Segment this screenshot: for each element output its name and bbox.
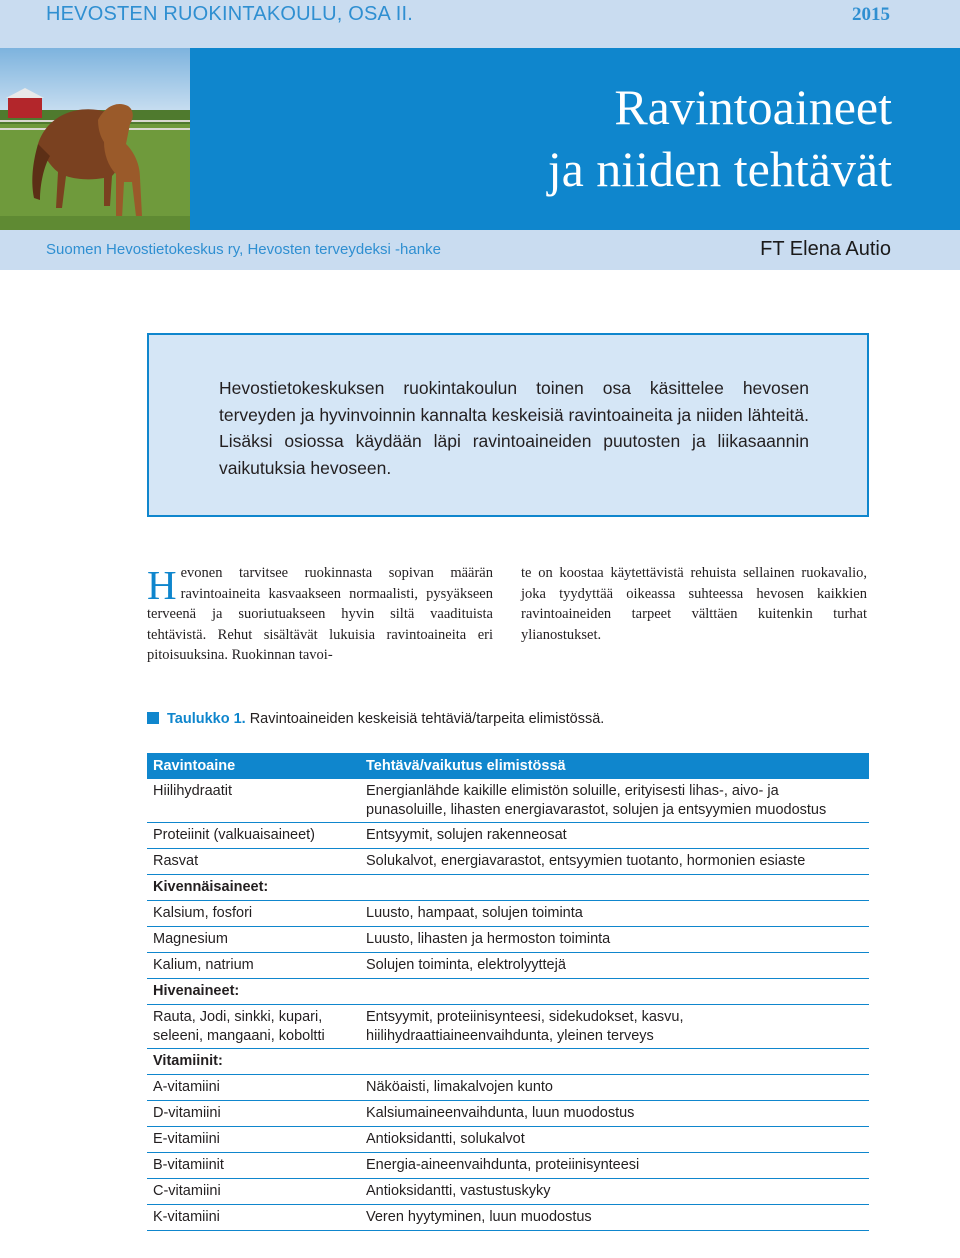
nutrient-cell: A-vitamiini	[147, 1075, 360, 1101]
table-row	[147, 779, 869, 823]
drop-cap: H	[147, 562, 177, 608]
table-row	[147, 1205, 869, 1231]
series-title: HEVOSTEN RUOKINTAKOULU, OSA II.	[46, 3, 414, 25]
title-line-2: ja niiden tehtävät	[547, 141, 892, 197]
body-text-right: te on koostaa käytettävistä rehuista sellainen ruokavalio, joka tyydyttää oikeassa suhteessa hevosen kaikkien ravintoaineiden tarpeet välttäen kuitenkin turhat ylianostukset.	[521, 565, 867, 643]
nutrient-cell: Rauta, Jodi, sinkki, kupari, seleeni, mangaani, koboltti	[147, 1005, 360, 1049]
nutrient-cell: Proteiinit (valkuaisaineet)	[147, 823, 360, 849]
body-text-left: evonen tarvitsee ruokinnasta sopivan määrän ravintoaineita kasvaakseen normaalisti, pysyäkseen terveenä ja suoriutuakseen hyvin siltä vaadituista tehtävistä. Rehut sisältävät lukuisia ravintoaineita eri pitoisuuksina. Ruokinnan tavoi-	[147, 565, 493, 663]
table-header-row	[147, 753, 869, 779]
table-row	[147, 953, 869, 979]
role-cell: Veren hyytyminen, luun muodostus	[360, 1205, 869, 1231]
nutrient-table	[147, 753, 869, 1231]
body-column-right	[521, 563, 867, 645]
table-caption	[147, 711, 604, 727]
title-line-1: Ravintoaineet	[614, 79, 892, 135]
table-row	[147, 1153, 869, 1179]
nutrient-cell: K-vitamiini	[147, 1205, 360, 1231]
role-cell: Luusto, lihasten ja hermoston toiminta	[360, 927, 869, 953]
role-cell	[360, 875, 869, 901]
role-cell: Solukalvot, energiavarastot, entsyymien tuotanto, hormonien esiaste	[360, 849, 869, 875]
nutrient-cell: Rasvat	[147, 849, 360, 875]
table-header-nutrient: Ravintoaine	[147, 753, 360, 779]
table-row	[147, 823, 869, 849]
nutrient-cell: Magnesium	[147, 927, 360, 953]
nutrient-cell: Hiilihydraatit	[147, 779, 360, 823]
horse-photo	[0, 48, 190, 230]
table-row	[147, 1101, 869, 1127]
role-cell: Entsyymit, proteiinisynteesi, sidekudokset, kasvu, hiilihydraattiaineenvaihdunta, yleinen terveys	[360, 1005, 869, 1049]
caption-square-icon	[147, 712, 159, 724]
horse-photo-illustration	[0, 48, 190, 230]
role-cell: Entsyymit, solujen rakenneosat	[360, 823, 869, 849]
section-label: Hivenaineet:	[147, 979, 360, 1005]
nutrient-cell: C-vitamiini	[147, 1179, 360, 1205]
role-cell: Antioksidantti, vastustuskyky	[360, 1179, 869, 1205]
nutrient-cell: B-vitamiinit	[147, 1153, 360, 1179]
role-cell	[360, 1049, 869, 1075]
role-cell: Energianlähde kaikille elimistön soluille, erityisesti lihas-, aivo- ja punasoluille, lihasten energiavarastot, solujen ja entsyymien muodostus	[360, 779, 869, 823]
author: FT Elena Autio	[760, 238, 891, 260]
section-label: Vitamiinit:	[147, 1049, 360, 1075]
role-cell: Kalsiumaineenvaihdunta, luun muodostus	[360, 1101, 869, 1127]
caption-label: Taulukko 1.	[167, 711, 246, 727]
role-cell: Luusto, hampaat, solujen toiminta	[360, 901, 869, 927]
role-cell: Energia-aineenvaihdunta, proteiinisynteesi	[360, 1153, 869, 1179]
table-row	[147, 901, 869, 927]
table-row	[147, 1005, 869, 1049]
nutrient-cell: Kalium, natrium	[147, 953, 360, 979]
table-section-row	[147, 875, 869, 901]
caption-text: Ravintoaineiden keskeisiä tehtäviä/tarpeita elimistössä.	[249, 711, 605, 727]
table-row	[147, 849, 869, 875]
role-cell: Antioksidantti, solukalvot	[360, 1127, 869, 1153]
year-label: 2015	[852, 4, 890, 25]
table-row	[147, 1179, 869, 1205]
table-section-row	[147, 979, 869, 1005]
role-cell: Näköaisti, limakalvojen kunto	[360, 1075, 869, 1101]
role-cell	[360, 979, 869, 1005]
table-row	[147, 1127, 869, 1153]
table-section-row	[147, 1049, 869, 1075]
table-header-role: Tehtävä/vaikutus elimistössä	[360, 753, 869, 779]
nutrient-cell: Kalsium, fosfori	[147, 901, 360, 927]
role-cell: Solujen toiminta, elektrolyyttejä	[360, 953, 869, 979]
body-column-left	[147, 563, 493, 666]
document-title	[548, 76, 892, 200]
table-row	[147, 1075, 869, 1101]
nutrient-cell: D-vitamiini	[147, 1101, 360, 1127]
intro-text: Hevostietokeskuksen ruokintakoulun toinen osa käsittelee hevosen terveyden ja hyvinvoinnin kannalta keskeisiä ravintoaineita ja niiden lähteitä. Lisäksi osiossa käydään läpi ravintoaineiden puutosten ja liikasaannin vaikutuksia hevoseen.	[219, 378, 809, 478]
organization: Suomen Hevostietokeskus ry, Hevosten terveydeksi -hanke	[46, 241, 441, 258]
intro-box	[147, 333, 869, 517]
nutrient-cell: E-vitamiini	[147, 1127, 360, 1153]
table-row	[147, 927, 869, 953]
section-label: Kivennäisaineet:	[147, 875, 360, 901]
